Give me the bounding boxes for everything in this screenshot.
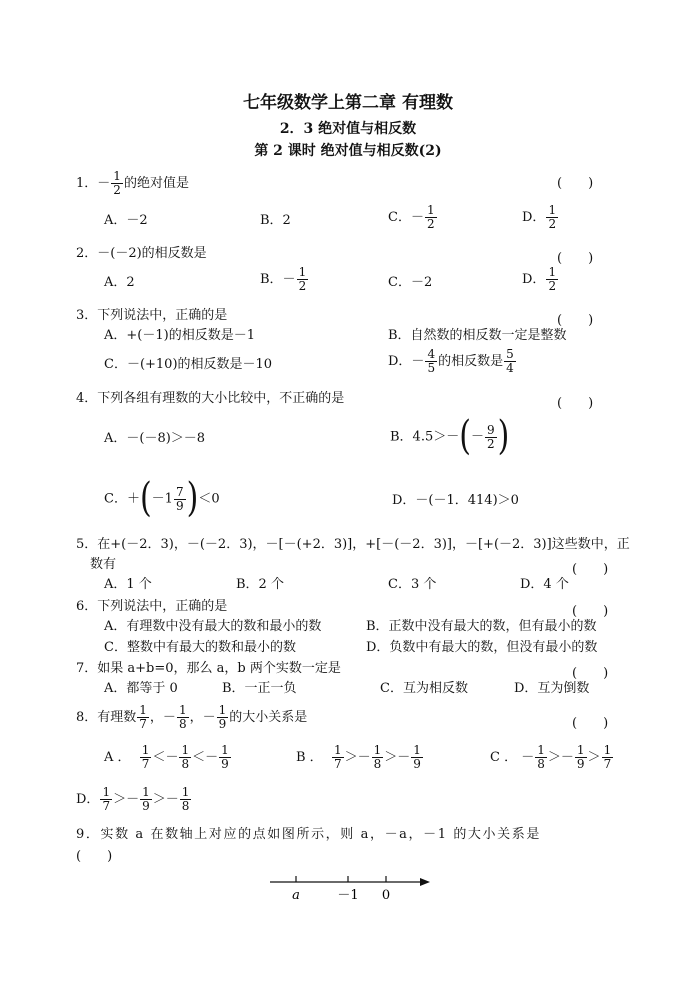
numerator: 1: [333, 743, 342, 757]
numerator: 1: [142, 785, 150, 799]
q6-option-c[interactable]: C．整数中有最大的数和最小的数: [104, 640, 296, 655]
q2-option-d[interactable]: [522, 266, 559, 293]
option-text: C．＋: [104, 491, 140, 507]
denominator: 9: [576, 757, 585, 771]
fraction: [411, 744, 423, 771]
option-text: D．: [522, 272, 546, 287]
q7-option-c[interactable]: C．互为相反数: [380, 681, 468, 696]
question-5-stem: 5．在+(－2．3)，－(－2．3)，－[－(+2．3)]，+[－(－2．3)]，－[+(－2．3)]这些数中，正: [76, 537, 630, 552]
numerator: 1: [548, 203, 557, 217]
relation: ＞－: [547, 750, 574, 765]
q1-option-d[interactable]: [522, 204, 559, 231]
denominator: 8: [537, 757, 545, 771]
answer-blank-9[interactable]: ( ): [76, 849, 113, 864]
q8-option-b[interactable]: [296, 744, 424, 771]
q7-option-b[interactable]: B．一正一负: [222, 681, 297, 696]
q7-option-d[interactable]: D．互为倒数: [514, 681, 590, 696]
numerator: 1: [221, 743, 229, 757]
question-8-stem: [76, 704, 307, 731]
option-text: B．－: [260, 272, 296, 287]
left-paren: (: [139, 474, 152, 522]
option-text: C．－: [388, 210, 424, 225]
answer-blank-6[interactable]: ( ): [572, 604, 609, 619]
q1-option-a[interactable]: A．－2: [104, 213, 148, 228]
denominator: 2: [486, 436, 495, 451]
number-line-figure: [262, 870, 434, 906]
numerator: 1: [537, 743, 545, 757]
minus-sign: －: [470, 429, 484, 445]
q4-option-d[interactable]: D．－(－1．414)＞0: [392, 493, 519, 508]
relation: ＞－: [113, 792, 140, 807]
denominator: 2: [548, 279, 557, 293]
q2-option-c[interactable]: C．－2: [388, 275, 433, 290]
label-minus-one: －1: [337, 888, 359, 903]
q6-option-d[interactable]: D．负数中有最大的数，但没有最小的数: [366, 640, 598, 655]
denominator: 7: [333, 757, 342, 771]
q8-option-c[interactable]: [490, 744, 614, 771]
denominator: 7: [139, 717, 147, 731]
numerator: 1: [373, 743, 382, 757]
q4-option-c[interactable]: [104, 474, 220, 522]
option-label: C ．: [490, 750, 518, 765]
q7-option-a[interactable]: A．都等于 0: [104, 681, 178, 696]
fraction: [174, 486, 186, 513]
q4-option-a[interactable]: A．－(－8)＞－8: [104, 431, 206, 446]
answer-blank-2[interactable]: ( ): [557, 251, 594, 266]
label-a: a: [292, 888, 300, 903]
right-paren: ): [497, 412, 510, 460]
q1-option-b[interactable]: B．2: [260, 213, 291, 228]
denominator: 8: [373, 757, 382, 771]
numerator: 1: [102, 785, 111, 799]
q2-option-b[interactable]: [260, 266, 309, 293]
option-text: B．4.5＞－: [390, 429, 460, 445]
q5-option-c[interactable]: C．3 个: [388, 577, 437, 592]
option-label: B ．: [296, 750, 323, 765]
denominator: 8: [178, 717, 187, 731]
denominator: 2: [298, 279, 307, 293]
relation: ＞: [587, 750, 601, 765]
option-text: ＜0: [198, 491, 220, 507]
option-text: D．: [522, 210, 546, 225]
fraction: [535, 744, 547, 771]
answer-blank-7[interactable]: ( ): [572, 666, 609, 681]
stem-text: 8．有理数: [76, 710, 137, 725]
numerator: 1: [218, 703, 227, 717]
numerator: 1: [298, 265, 307, 279]
minus-sign: －: [97, 176, 111, 191]
fraction: [180, 786, 192, 813]
right-paren: ): [186, 474, 199, 522]
q5-option-d[interactable]: D．4 个: [520, 577, 569, 592]
denominator: 7: [102, 799, 111, 813]
denominator: 7: [141, 757, 150, 771]
option-text: 的相反数是: [438, 354, 504, 369]
answer-blank-1[interactable]: ( ): [557, 176, 594, 191]
denominator: 7: [603, 757, 612, 771]
separator: ，－: [149, 710, 176, 725]
question-2-stem: 2．－(－2)的相反数是: [76, 246, 207, 261]
whole-part: －1: [151, 491, 173, 507]
left-paren: (: [459, 412, 471, 460]
option-label: A ．: [104, 750, 131, 765]
separator: ，－: [189, 710, 216, 725]
question-1-stem: [76, 170, 189, 197]
numerator: 1: [413, 743, 421, 757]
question-5-stem-cont: 数有: [90, 557, 117, 572]
numerator: 1: [548, 265, 557, 279]
fraction: [372, 744, 384, 771]
fraction: [140, 786, 152, 813]
numerator: 1: [113, 169, 121, 183]
answer-blank-8[interactable]: ( ): [572, 716, 609, 731]
fraction: [425, 348, 437, 375]
denominator: 9: [221, 757, 229, 771]
question-number: 1．: [76, 176, 98, 191]
answer-blank-5[interactable]: ( ): [572, 562, 609, 577]
fraction: [485, 424, 497, 451]
numerator: 9: [486, 422, 495, 437]
question-4-stem: 4．下列各组有理数的大小比较中，不正确的是: [76, 391, 345, 406]
q8-option-d[interactable]: [76, 786, 192, 813]
q5-option-b[interactable]: B．2 个: [236, 577, 284, 592]
q2-option-a[interactable]: A．2: [104, 275, 135, 290]
q6-option-a[interactable]: A．有理数中没有最大的数和最小的数: [104, 619, 322, 634]
denominator: 9: [218, 717, 227, 731]
numerator: 7: [175, 484, 184, 499]
numerator: 4: [427, 347, 436, 361]
numerator: 1: [576, 743, 585, 757]
numerator: 1: [426, 203, 435, 217]
relation: ＞－: [344, 750, 371, 765]
fraction: [332, 744, 344, 771]
relation: ＜－: [192, 750, 219, 765]
fraction: [219, 744, 231, 771]
numerator: 1: [181, 785, 190, 799]
question-7-stem: 7．如果 a+b=0，那么 a，b 两个实数一定是: [76, 661, 341, 676]
q8-option-a[interactable]: [104, 744, 232, 771]
denominator: 8: [181, 799, 190, 813]
numerator: 1: [603, 743, 612, 757]
fraction: [111, 170, 123, 197]
fraction: [504, 348, 516, 375]
numerator: 1: [139, 703, 147, 717]
q3-option-c[interactable]: C．－(+10)的相反数是－10: [104, 357, 273, 372]
fraction: [100, 786, 112, 813]
numerator: 5: [506, 347, 514, 361]
denominator: 2: [113, 183, 121, 197]
denominator: 4: [506, 361, 514, 375]
q3-option-d[interactable]: [388, 348, 517, 375]
stem-text: 的大小关系是: [229, 710, 308, 725]
page-title: 七年级数学上第二章 有理数: [243, 93, 453, 113]
lesson-title: 第 2 课时 绝对值与相反数(2): [254, 143, 442, 159]
denominator: 2: [426, 217, 435, 231]
section-title: 2．3 绝对值与相反数: [279, 121, 417, 137]
q6-option-b[interactable]: B．正数中没有最大的数，但有最小的数: [366, 619, 597, 634]
fraction: [179, 744, 191, 771]
q4-option-b[interactable]: [390, 412, 510, 460]
denominator: 8: [181, 757, 190, 771]
relation: ＞－: [384, 750, 411, 765]
q5-option-a[interactable]: A．1 个: [104, 577, 152, 592]
option-text: D．－: [388, 354, 425, 369]
answer-blank-4[interactable]: ( ): [557, 396, 594, 411]
numerator: 1: [141, 743, 150, 757]
denominator: 9: [175, 498, 184, 513]
fraction: [425, 204, 437, 231]
q3-option-a[interactable]: A．+(－1)的相反数是－1: [104, 328, 255, 343]
fraction: [137, 704, 149, 731]
label-zero: 0: [381, 888, 391, 903]
fraction: [575, 744, 587, 771]
question-6-stem: 6．下列说法中，正确的是: [76, 599, 228, 614]
numerator: 1: [178, 703, 187, 717]
stem-text: 的绝对值是: [123, 176, 189, 191]
fraction: [297, 266, 309, 293]
denominator: 9: [413, 757, 421, 771]
fraction: [177, 704, 189, 731]
relation: ＞－: [152, 792, 179, 807]
minus-sign: －: [521, 750, 535, 765]
question-9-stem: 9．实数 a 在数轴上对应的点如图所示，则 a，－a，－1 的大小关系是: [76, 827, 541, 842]
fraction: [217, 704, 229, 731]
denominator: 9: [142, 799, 150, 813]
q3-option-b[interactable]: B．自然数的相反数一定是整数: [388, 328, 567, 343]
fraction: [602, 744, 614, 771]
answer-blank-3[interactable]: ( ): [557, 313, 594, 328]
numerator: 1: [181, 743, 190, 757]
denominator: 2: [548, 217, 557, 231]
fraction: [546, 204, 558, 231]
denominator: 5: [427, 361, 436, 375]
fraction: [546, 266, 558, 293]
axis-arrow-icon: [420, 878, 430, 886]
question-3-stem: 3．下列说法中，正确的是: [76, 308, 228, 323]
q1-option-c[interactable]: [388, 204, 438, 231]
fraction: [140, 744, 152, 771]
relation: ＜－: [152, 750, 179, 765]
option-label: D．: [76, 792, 100, 807]
